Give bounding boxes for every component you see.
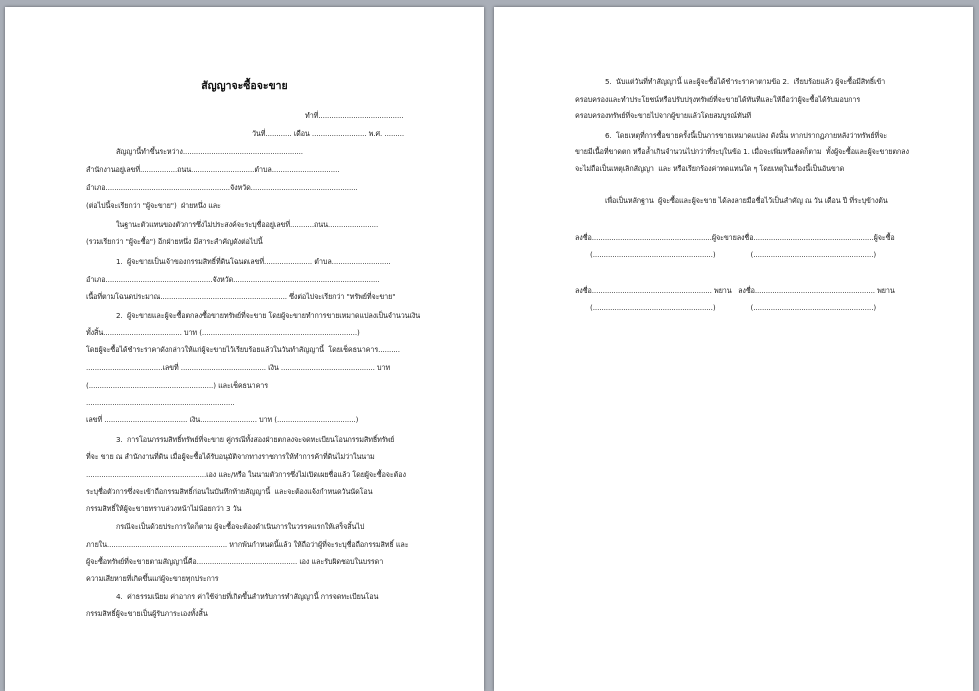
text-line: จะไม่ถือเป็นเหตุเลิกสัญญา และ หรือเรียกร้องค่าทดแทนใด ๆ โดยเหตุในเรื่องนี้เป็นอันขาด (575, 164, 845, 173)
text-line: ทั้งสิ้น.................................... บาท (.......................................................................) (86, 328, 360, 337)
text-line: (รวมเรียกว่า "ผู้จะซื้อ") อีกฝ่ายหนึ่ง มีสาระสำคัญดังต่อไปนี้ (86, 237, 263, 246)
text-line: (.........................................................) และเช็คธนาคาร (86, 381, 269, 390)
text-line: กรณีจะเป็นด้วยประการใดก็ตาม ผู้จะซื้อจะต้องดำเนินการในวรรคแรกให้เสร็จสิ้นไป (116, 522, 365, 531)
text-line: ภายใน....................................................... หากพ้นกำหนดนี้แล้ว ให้ถือว่าผู้ที่จะระบุชื่อถือกรรมสิทธิ์ และ (86, 540, 409, 549)
document-page-2 (494, 7, 973, 691)
signature-name-line: (.......................................................) (.......................................................) (590, 250, 877, 259)
signature-line: ลงชื่อ.......................................................ผู้จะขายลงชื่อ.......................................................ผู้จะซื้อ (575, 233, 895, 242)
signature-name-line: (.......................................................) (.......................................................) (590, 303, 877, 312)
text-line: ความเสียหายที่เกิดขึ้นแก่ผู้จะขายทุกประการ (86, 574, 219, 583)
text-line: ที่จะ ขาย ณ สำนักงานที่ดิน เมื่อผู้จะซื้อได้รับอนุมัติจากทางราชการให้ทำการค้าที่ดินไม่ว่าในนาม (86, 452, 375, 461)
text-line: 5. นับแต่วันที่ทำสัญญานี้ และผู้จะซื้อได้ชำระราคาตามข้อ 2. เรียบร้อยแล้ว ผู้จะซื้อมีสิทธิ์เข้า (605, 77, 886, 86)
text-line: 1. ผู้จะขายเป็นเจ้าของกรรมสิทธิ์ที่ดินโฉนดเลขที่...................... ตำบล........................... (116, 257, 391, 266)
text-line: อำเภอ.........................................................จังหวัด................................................. (86, 183, 358, 192)
text-line: สำนักงานอยู่เลขที่.................ถนน.............................ตำบล............................... (86, 165, 340, 174)
document-page-1 (5, 7, 484, 691)
text-line: 4. ค่าธรรมเนียม ค่าอากร ค่าใช้จ่ายที่เกิดขึ้นสำหรับการทำสัญญานี้ การจดทะเบียนโอน (116, 592, 379, 601)
text-line: ครอบครองทรัพย์ที่จะขายไปจากผู้ขายแล้วโดยสมบูรณ์ทันที (575, 111, 752, 120)
text-line: อำเภอ.................................................จังหวัด................................................................... (86, 275, 380, 284)
text-line: .................................................................... (86, 398, 235, 407)
text-line: ผู้จะซื้อทรัพย์ที่จะขายตามสัญญานี้คือ.............................................. เอง และรับผิดชอบในบรรดา (86, 557, 384, 566)
contract-title: สัญญาจะซื้อจะขาย (201, 80, 288, 92)
text-line: วันที่............ เดือน ......................... พ.ศ. ......... (252, 129, 405, 138)
text-line: ระบุชื่อตัวการซึ่งจะเข้าถือกรรมสิทธิ์ก่อนในบันทึกท้ายสัญญานี้ และจะต้องแจ้งกำหนดวันนัดโอน (86, 487, 373, 496)
text-line: .......................................................เอง และ/หรือ ในนามตัวการซึ่งไม่เปิดเผยชื่อแล้ว โดยผู้จะซื้อจะต้อง (86, 470, 406, 479)
text-line: 2. ผู้จะขายและผู้จะซื้อตกลงซื้อขายทรัพย์ที่จะขาย โดยผู้จะขายทำการขายเหมาดแปลงเป็นจำนวนเงิน (116, 311, 421, 320)
text-line: ในฐานะตัวแทนของตัวการซึ่งไม่ประสงค์จะระบุชื่ออยู่เลขที่...........ถนน....................... (116, 220, 379, 229)
text-line: 3. การโอนกรรมสิทธิ์ทรัพย์ที่จะขาย คู่กรณีทั้งสองฝ่ายตกลงจะจดทะเบียนโอนกรรมสิทธิ์ทรัพย์ (116, 435, 395, 444)
text-line: (ต่อไปนี้จะเรียกว่า "ผู้จะขาย") ฝ่ายหนึ่ง และ (86, 201, 221, 210)
text-line: ครอบครองและทำประโยชน์หรือปรับปรุงทรัพย์ที่จะขายได้ทันทีและให้ถือว่าผู้จะซื้อได้รับมอบการ (575, 95, 861, 104)
text-line: 6. โดยเหตุที่การซื้อขายครั้งนี้เป็นการขายเหมาดแปลง ดังนั้น หากปรากฏภายหลังว่าทรัพย์ที่จะ (605, 131, 887, 140)
text-line: โดยผู้จะซื้อได้ชำระราคาดังกล่าวให้แก่ผู้จะขายไว้เรียบร้อยแล้วในวันทำสัญญานี้ โดยเช็คธนาคาร.......... (86, 345, 400, 354)
text-line: สัญญานี้ทำขึ้นระหว่าง....................................................... (116, 147, 303, 156)
text-line: ...................................เลขที่ ....................................... เงิน ........................................... บาท (86, 363, 391, 372)
signature-line: ลงชื่อ....................................................... พยาน ลงชื่อ....................................................... พยาน (575, 286, 895, 295)
text-line: ขายมีเนื้อที่ขาดตก หรือล้ำเกินจำนวนไปกว่าที่ระบุในข้อ 1. เมื่อจะเพิ่มหรือลดก็ตาม ทั้งผู้จะซื้อและผู้จะขายตกลง (575, 147, 909, 156)
text-line: กรรมสิทธิ์ผู้จะขายเป็นผู้รับภาระเองทั้งสิ้น (86, 609, 208, 618)
text-line: เพื่อเป็นหลักฐาน ผู้จะซื้อและผู้จะขาย ได้ลงลายมือชื่อไว้เป็นสำคัญ ณ วัน เดือน ปี ที่ระบุข้างต้น (605, 196, 888, 205)
text-line: เลขที่ ...................................... เงิน.......................... บาท (....................................) (86, 415, 359, 424)
text-line: ทำที่....................................... (305, 111, 404, 120)
text-line: กรรมสิทธิ์ให้ผู้จะขายทราบล่วงหน้าไม่น้อยกว่า 3 วัน (86, 504, 242, 513)
text-line: เนื้อที่ตามโฉนดประมาณ.......................................................... ซึ่งต่อไปจะเรียกว่า "ทรัพย์ที่จะขาย" (86, 292, 396, 301)
